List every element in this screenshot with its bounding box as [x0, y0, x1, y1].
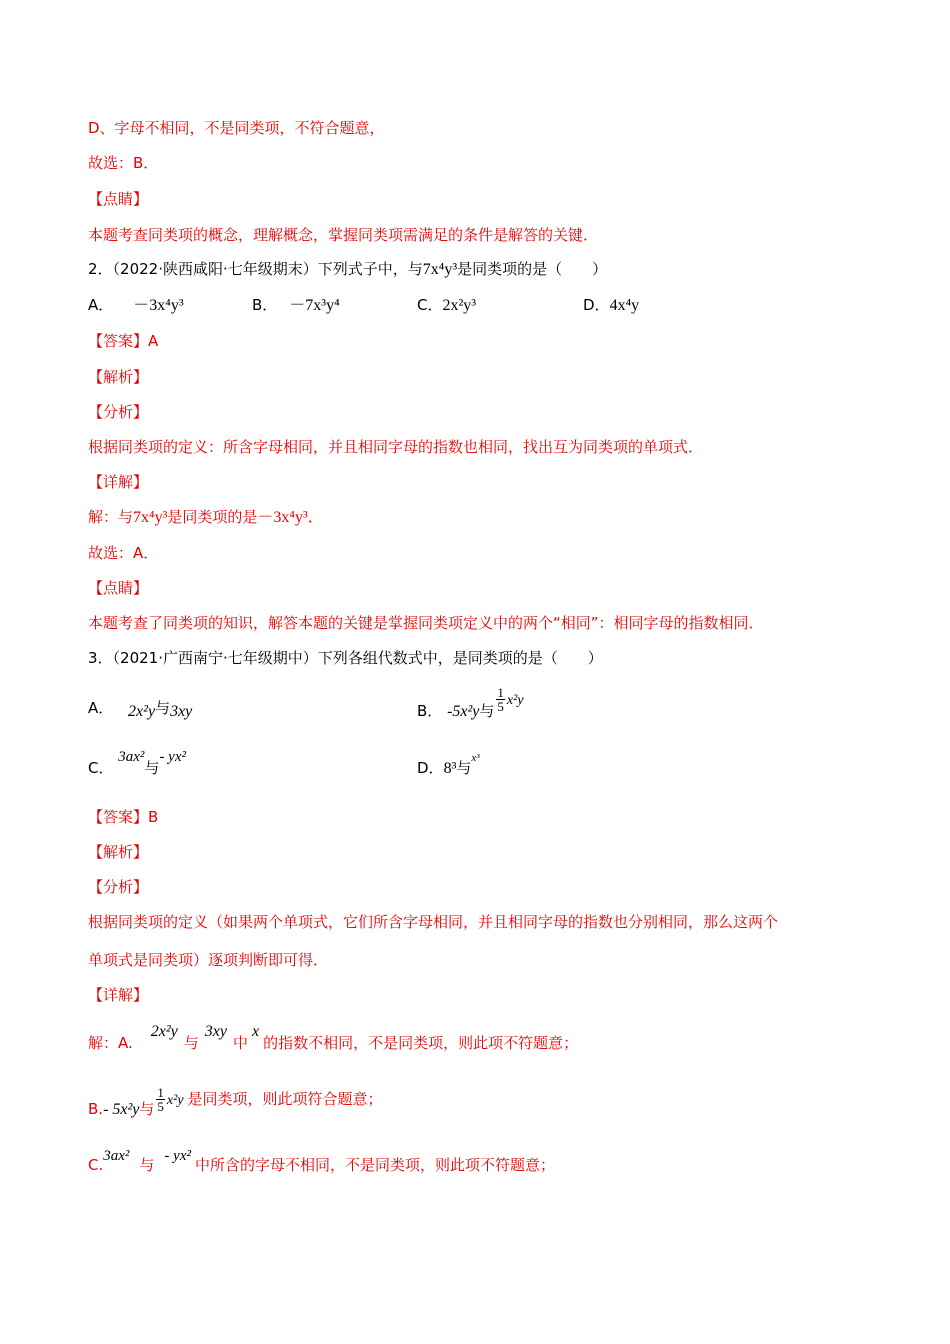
q3-option-a-with: 与 — [155, 699, 171, 717]
q3-answer: 【答案】B — [88, 808, 159, 826]
q2-option-b — [252, 295, 340, 316]
q3-option-b-frac-num: 1 — [497, 685, 504, 700]
q3-detail-c-suffix: 中所含的字母不相同，不是同类项，则此项不符题意； — [194, 1156, 555, 1174]
q2-option-d-letter: D． — [583, 296, 610, 314]
q3-option-b-frac-den: 5 — [497, 699, 504, 714]
q2-choice: 故选：A． — [88, 544, 159, 562]
q2-option-a — [88, 295, 184, 316]
q3-option-c-expr2: - yx² — [159, 749, 186, 765]
q3-option-a-letter: A． — [88, 699, 114, 717]
q2-stem-expr: 7x⁴y³ — [422, 261, 458, 278]
q3-detail-b-with: 与 — [139, 1100, 155, 1118]
q3-option-d-letter: D． — [417, 759, 444, 777]
q3-detail-tag: 【详解】 — [88, 986, 149, 1004]
q2-detail — [88, 507, 324, 528]
prev-option-d: D、字母不相同，不是同类项，不符合题意， — [88, 119, 385, 137]
q3-detail-b — [88, 1085, 383, 1118]
q2-option-d — [583, 295, 639, 316]
q2-comment-tag: 【点睛】 — [88, 579, 149, 597]
q3-detail-a-suffix: 的指数不相同，不是同类项，则此项不符题意； — [263, 1034, 579, 1052]
q2-detail-answer-expr: －3x⁴y³． — [257, 509, 324, 526]
q2-answer: 【答案】A — [88, 332, 159, 350]
q3-detail-b-expr1: - 5x²y — [103, 1101, 140, 1118]
q3-fenxi-tag: 【分析】 — [88, 878, 149, 896]
q2-detail-prefix: 解：与 — [88, 508, 134, 526]
q2-option-d-expr: 4x⁴y — [609, 297, 640, 314]
q3-detail-c — [88, 1148, 555, 1176]
q2-option-c — [417, 295, 476, 316]
q2-option-a-expr: －3x⁴y³ — [133, 297, 184, 314]
q3-option-c-letter: C． — [88, 759, 114, 777]
q2-option-b-letter: B． — [252, 296, 278, 314]
q3-detail-b-expr2: x²y — [166, 1093, 184, 1108]
q3-option-a — [88, 698, 192, 719]
q3-fenxi-line1: 根据同类项的定义（如果两个单项式，它们所含字母相同，并且相同字母的指数也分别相同，那么这两个 — [88, 913, 779, 931]
q3-detail-b-prefix: B. — [88, 1100, 104, 1118]
q2-fenxi-tag: 【分析】 — [88, 403, 149, 421]
q3-option-c-with: 与 — [144, 759, 160, 777]
q3-option-d — [417, 752, 480, 780]
q3-detail-a-prefix: 解：A. — [88, 1034, 133, 1052]
q3-option-b-with: 与 — [479, 702, 495, 720]
q3-detail-b-frac-num: 1 — [157, 1085, 164, 1100]
q3-option-d-expr2: x³ — [471, 752, 480, 764]
q3-detail-b-fraction — [156, 1086, 165, 1113]
q2-detail-tag: 【详解】 — [88, 473, 149, 491]
q2-option-c-expr: 2x²y³ — [442, 297, 477, 314]
q3-stem: 3．（2021·广西南宁·七年级期中）下列各组代数式中，是同类项的是（ ） — [88, 649, 603, 667]
q2-option-a-letter: A． — [88, 296, 114, 314]
prev-comment-tag: 【点睛】 — [88, 190, 149, 208]
q3-option-b-expr1: -5x²y — [447, 703, 480, 720]
prev-comment: 本题考查同类项的概念，理解概念，掌握同类项需满足的条件是解答的关键． — [88, 226, 599, 244]
q3-detail-a — [88, 1023, 579, 1054]
q3-detail-c-expr2: - yx² — [164, 1148, 191, 1164]
q3-detail-a-zhong: 中 — [233, 1034, 249, 1052]
q3-option-a-expr2: 3xy — [170, 703, 193, 720]
q3-detail-c-expr1: 3ax² — [103, 1148, 130, 1164]
q3-option-a-expr1: 2x²y — [128, 703, 156, 720]
q2-stem — [88, 259, 607, 280]
q3-detail-a-x: x — [252, 1023, 260, 1040]
q3-option-b-expr2: x²y — [506, 693, 524, 708]
q2-option-b-expr: －7x³y⁴ — [289, 297, 340, 314]
q2-analysis-tag: 【解析】 — [88, 368, 149, 386]
q3-option-b-letter: B． — [417, 702, 443, 720]
q3-option-d-expr1: 8³ — [443, 760, 457, 777]
q2-fenxi: 根据同类项的定义：所含字母相同，并且相同字母的指数也相同，找出互为同类项的单项式． — [88, 438, 704, 456]
q3-option-d-with: 与 — [456, 759, 472, 777]
q2-option-c-letter: C． — [417, 296, 443, 314]
q2-detail-expr: 7x⁴y³ — [133, 509, 168, 526]
q3-detail-b-frac-den: 5 — [157, 1099, 164, 1114]
q3-option-c — [88, 749, 186, 779]
q3-detail-c-prefix: C. — [88, 1156, 104, 1174]
q3-detail-b-suffix: 是同类项，则此项符合题意； — [187, 1090, 383, 1108]
q3-option-b-fraction — [496, 686, 505, 713]
q3-detail-c-with: 与 — [139, 1156, 155, 1174]
q3-detail-a-expr1: 2x²y — [150, 1023, 178, 1040]
q2-stem-prefix: 2．（2022·陕西咸阳·七年级期末）下列式子中，与 — [88, 260, 423, 278]
q3-detail-a-with: 与 — [183, 1034, 199, 1052]
q2-detail-mid: 是同类项的是 — [167, 508, 258, 526]
q3-detail-a-expr2: 3xy — [204, 1023, 227, 1040]
q3-option-b — [417, 685, 524, 720]
q3-analysis-tag: 【解析】 — [88, 843, 149, 861]
prev-choice: 故选：B． — [88, 154, 159, 172]
q3-option-c-expr1: 3ax² — [118, 749, 145, 765]
q3-fenxi-line2: 单项式是同类项）逐项判断即可得． — [88, 951, 329, 969]
q2-comment: 本题考查了同类项的知识，解答本题的关键是掌握同类项定义中的两个“相同”：相同字母的指数相同． — [88, 614, 764, 632]
q2-stem-suffix: 是同类项的是（ ） — [457, 260, 608, 278]
